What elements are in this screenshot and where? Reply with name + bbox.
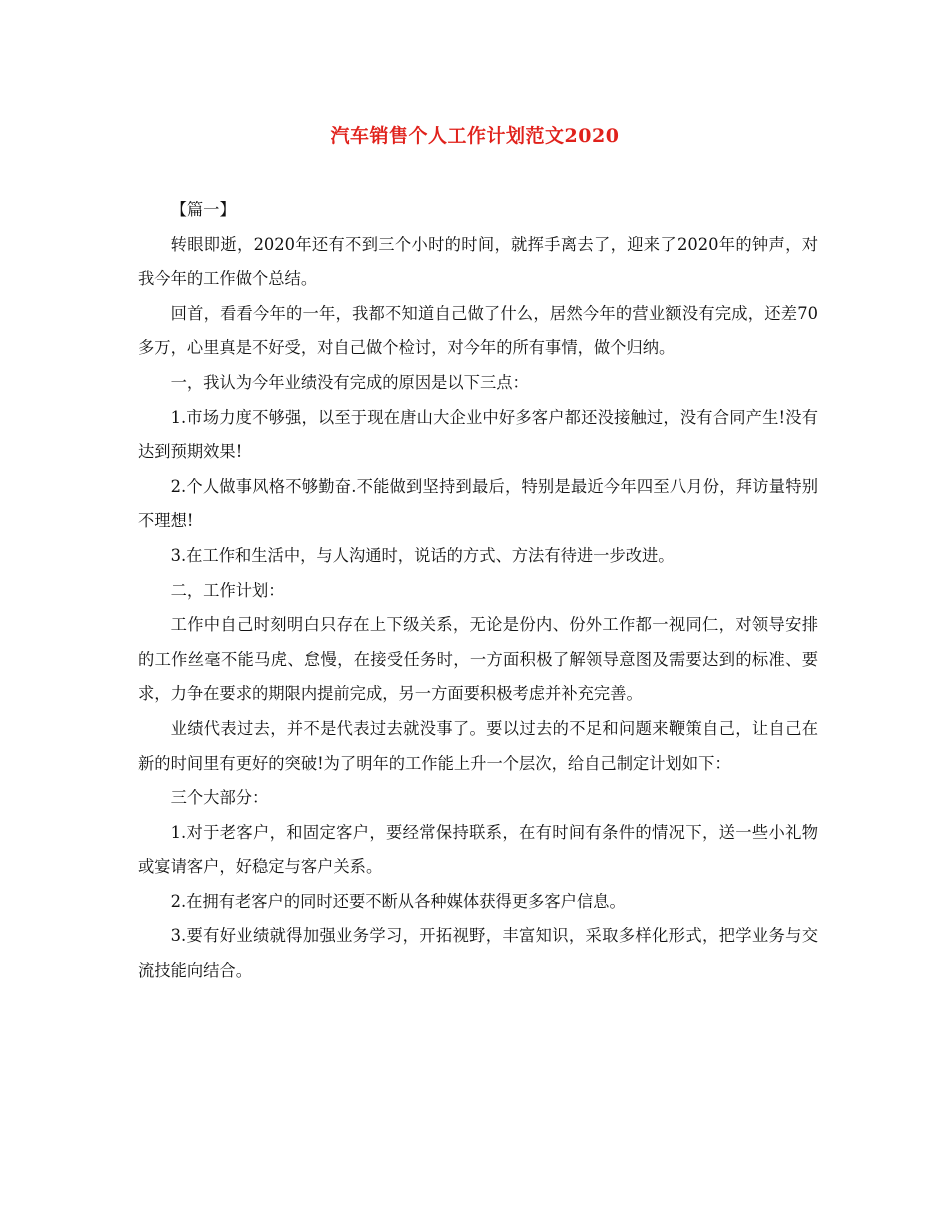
paragraph-performance: 业绩代表过去，并不是代表过去就没事了。要以过去的不足和问题来鞭策自己，让自己在新的时间里有更好的突破!为了明年的工作能上升一个层次，给自己制定计划如下： [138, 718, 818, 773]
list-item-reason-2: 2.个人做事风格不够勤奋.不能做到坚持到最后，特别是最近今年四至八月份，拜访量特别不理想! [138, 476, 818, 531]
document-title: 汽车销售个人工作计划范文2020 [330, 125, 620, 147]
list-item-plan-1: 1.对于老客户，和固定客户，要经常保持联系，在有时间有条件的情况下，送一些小礼物或宴请客户，好稳定与客户关系。 [138, 822, 818, 877]
paragraph-review: 回首，看看今年的一年，我都不知道自己做了什么，居然今年的营业额没有完成，还差70多万，心里真是不好受，对自己做个检讨，对今年的所有事情，做个归纳。 [138, 303, 818, 358]
list-item-reason-3: 3.在工作和生活中，与人沟通时，说话的方式、方法有待进一步改进。 [170, 545, 675, 565]
heading-reasons: 一，我认为今年业绩没有完成的原因是以下三点： [170, 372, 529, 392]
section-heading-part-one: 【篇一】 [170, 200, 236, 219]
list-item-reason-1: 1.市场力度不够强，以至于现在唐山大企业中好多客户都还没接触过，没有合同产生!没有达到预期效果! [138, 407, 818, 462]
document-body [138, 193, 818, 989]
list-item-plan-3: 3.要有好业绩就得加强业务学习，开拓视野，丰富知识，采取多样化形式，把学业务与交流技能向结合。 [138, 926, 818, 981]
heading-work-plan: 二，工作计划： [170, 580, 285, 600]
paragraph-work-attitude: 工作中自己时刻明白只存在上下级关系，无论是份内、份外工作都一视同仁，对领导安排的工作丝毫不能马虎、怠慢，在接受任务时，一方面积极了解领导意图及需要达到的标准、要求，力争在要求的期限内提前完成，另一方面要积极考虑并补充完善。 [138, 615, 818, 704]
list-item-plan-2: 2.在拥有老客户的同时还要不断从各种媒体获得更多客户信息。 [170, 891, 626, 911]
paragraph-intro: 转眼即逝，2020年还有不到三个小时的时间，就挥手离去了，迎来了2020年的钟声，对我今年的工作做个总结。 [138, 234, 818, 289]
heading-three-parts: 三个大部分： [170, 788, 269, 808]
